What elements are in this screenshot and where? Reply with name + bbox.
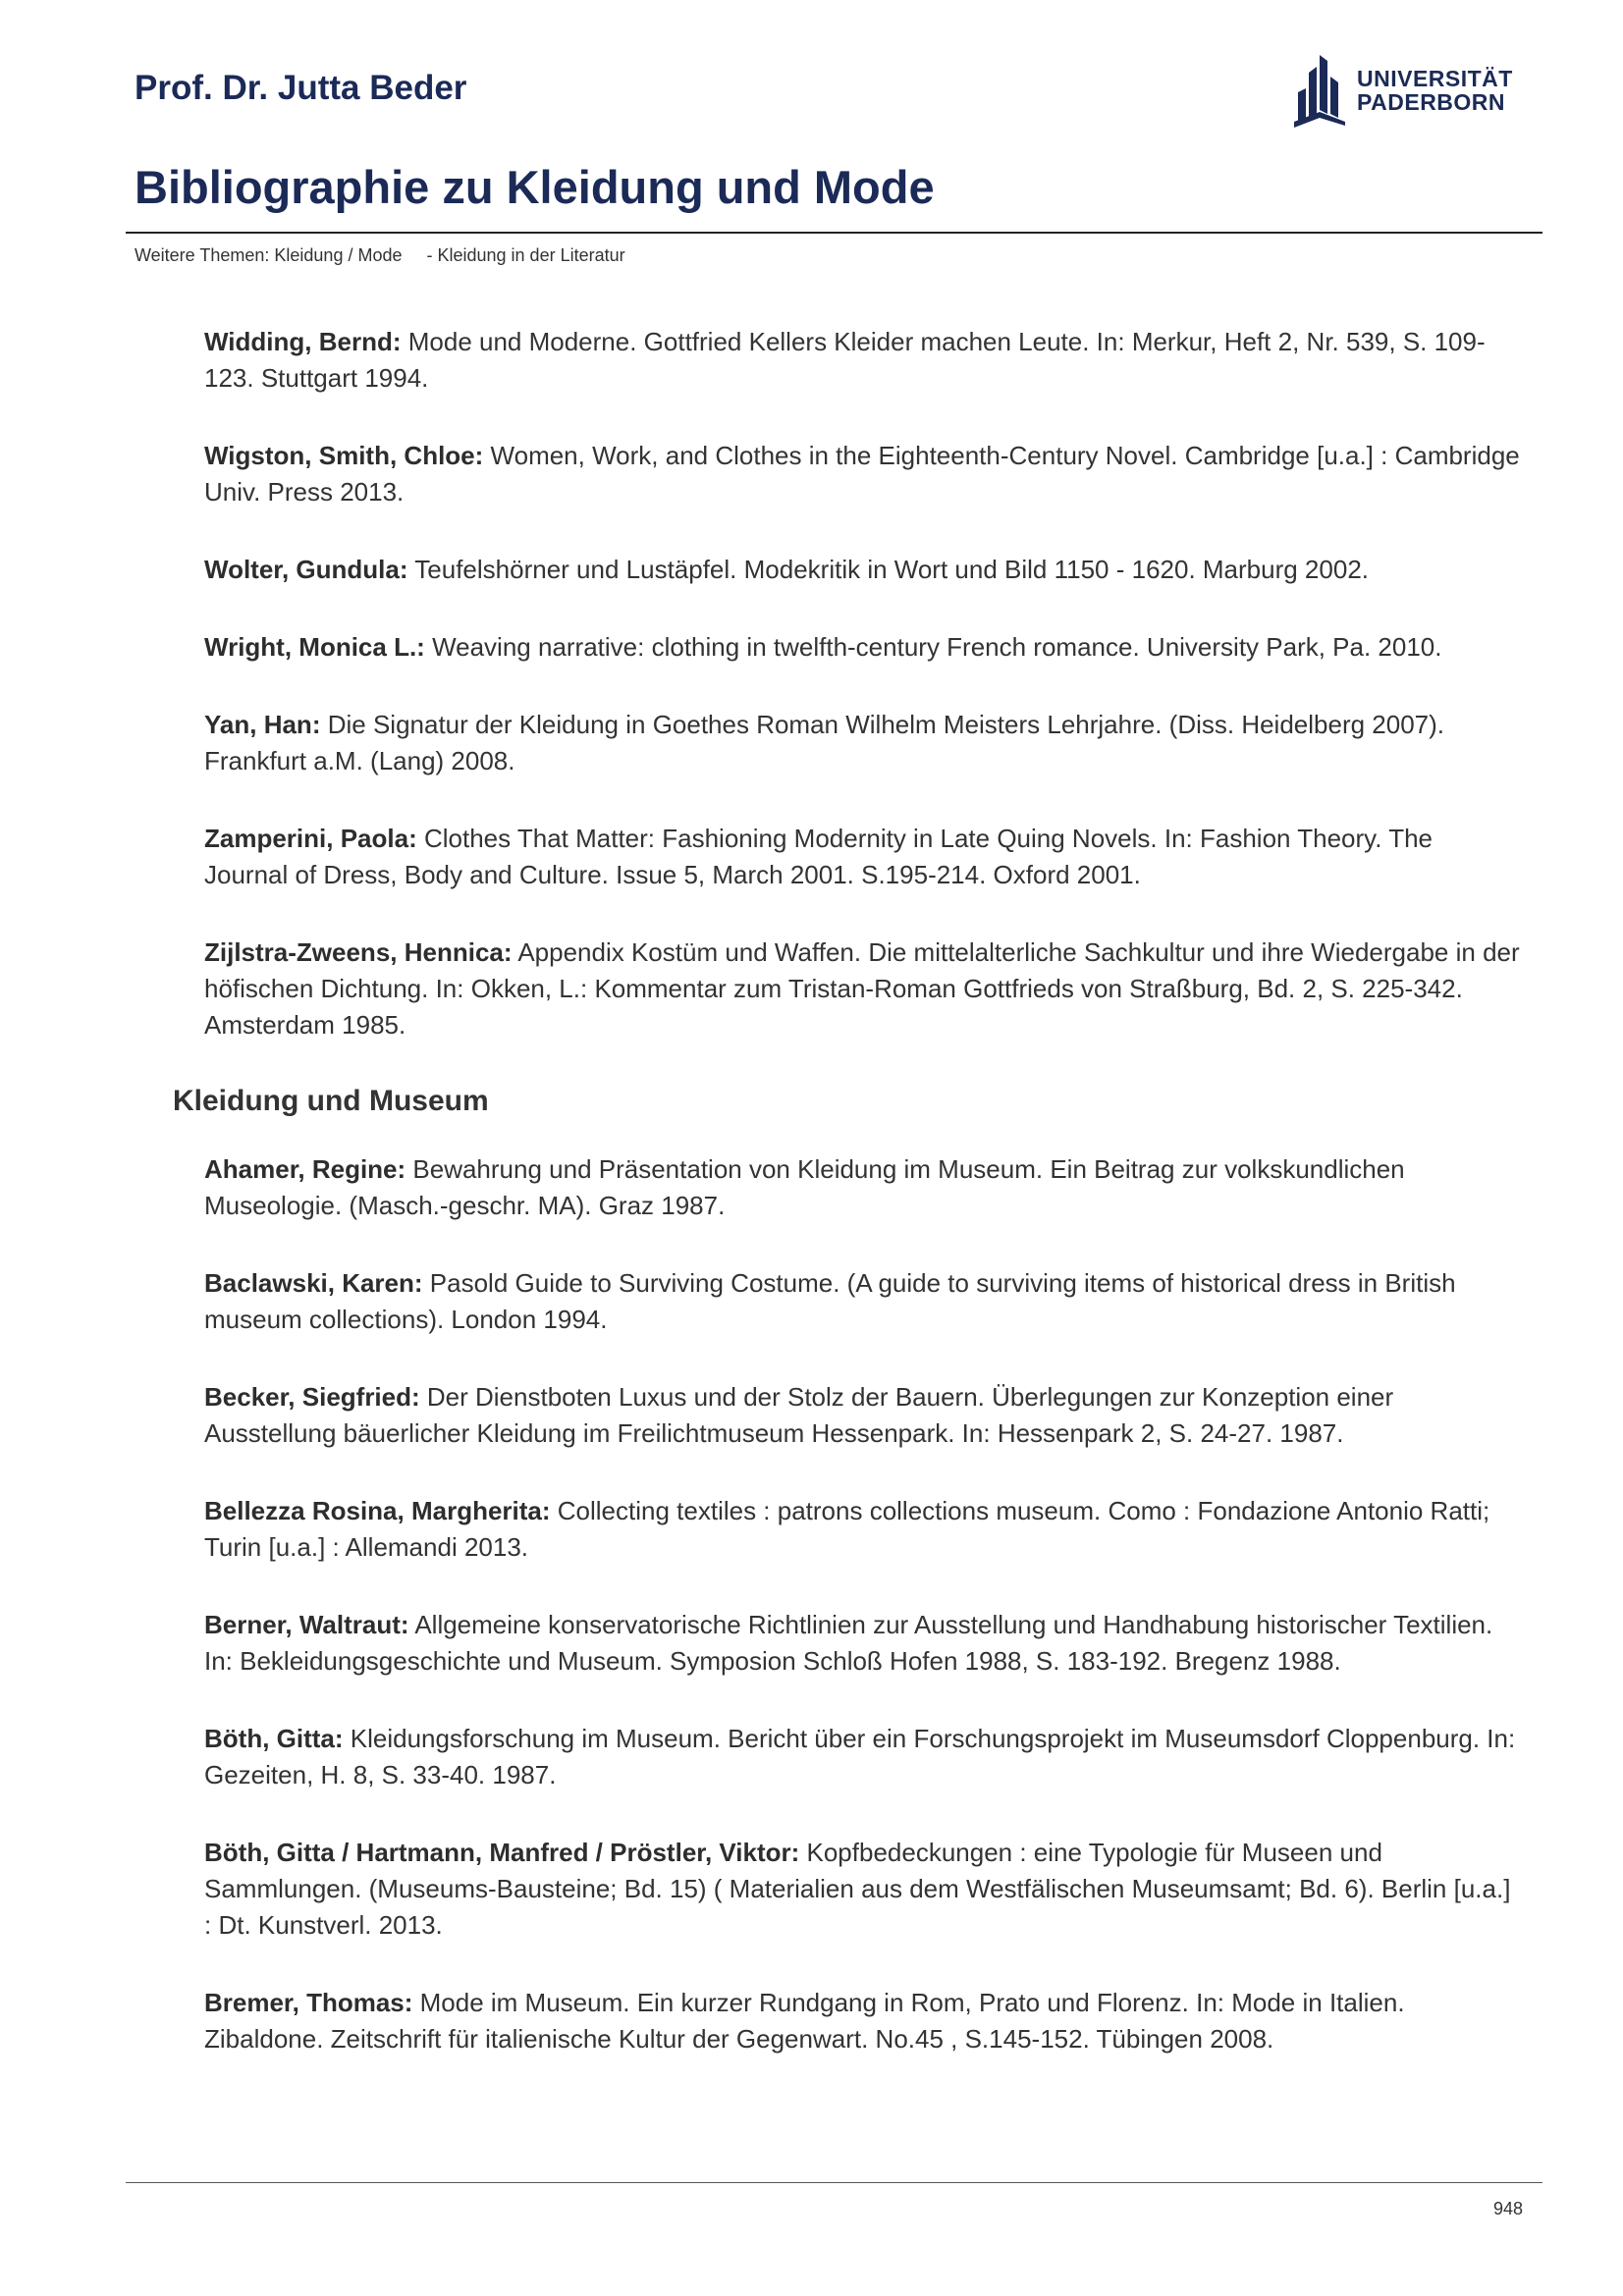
footer-divider	[126, 2182, 1542, 2183]
topic-navigation: Weitere Themen: Kleidung / Mode - Kleidung in der Literatur	[135, 245, 625, 265]
entry-author: Zamperini, Paola:	[204, 824, 417, 853]
bibliography-entry	[204, 1493, 1520, 1566]
page-title: Bibliographie zu Kleidung und Mode	[135, 161, 935, 213]
entry-author: Zijlstra-Zweens, Hennica:	[204, 937, 513, 967]
section-heading-museum: Kleidung und Museum	[173, 1085, 489, 1117]
entry-author: Becker, Siegfried:	[204, 1382, 420, 1412]
entry-citation: Appendix Kostüm und Waffen. Die mittelalterliche Sachkultur und ihre Wiedergabe in der höfischen Dichtung. In: Okken, L.: Kommentar zum Tristan-Roman Gottfrieds von Straßburg, Bd. 2, S. 225-342. Amsterdam 1985.	[204, 937, 1520, 1040]
entry-citation: Teufelshörner und Lustäpfel. Modekritik in Wort und Bild 1150 - 1620. Marburg 2002.	[407, 555, 1369, 584]
bibliography-entry	[204, 1151, 1520, 1224]
logo-text-line1: UNIVERSITÄT	[1357, 66, 1513, 91]
bibliography-entry	[204, 438, 1520, 510]
bibliography-entry	[204, 1265, 1520, 1338]
bibliography-entry	[204, 1721, 1520, 1793]
author-name: Prof. Dr. Jutta Beder	[135, 69, 467, 107]
bibliography-entry	[204, 934, 1520, 1043]
entry-citation: Pasold Guide to Surviving Costume. (A guide to surviving items of historical dress in British museum collections). London 1994.	[204, 1268, 1456, 1334]
museum-section	[0, 1151, 1623, 2057]
bibliography-entry	[204, 707, 1520, 779]
page-number: 948	[1493, 2199, 1524, 2218]
entry-author: Böth, Gitta:	[204, 1724, 344, 1753]
bibliography-entry	[204, 629, 1520, 666]
university-emblem-icon	[1292, 53, 1347, 128]
bibliography-entry	[204, 1379, 1520, 1452]
entry-author: Baclawski, Karen:	[204, 1268, 423, 1298]
entry-author: Wigston, Smith, Chloe:	[204, 441, 484, 470]
entry-citation: Bewahrung und Präsentation von Kleidung im Museum. Ein Beitrag zur volkskundlichen Museologie. (Masch.-geschr. MA). Graz 1987.	[204, 1154, 1405, 1220]
header-divider	[126, 232, 1542, 234]
bibliography-entry	[204, 1985, 1520, 2057]
entry-citation: Collecting textiles : patrons collections museum. Como : Fondazione Antonio Ratti; Turin [u.a.] : Allemandi 2013.	[204, 1496, 1490, 1562]
bibliography-entry	[204, 324, 1520, 397]
entry-citation: Women, Work, and Clothes in the Eighteenth-Century Novel. Cambridge [u.a.] : Cambridge Univ. Press 2013.	[204, 441, 1520, 507]
entry-citation: Kopfbedeckungen : eine Typologie für Museen und Sammlungen. (Museums-Bausteine; Bd. 15) ( Materialien aus dem Westfälischen Museumsamt; Bd. 6). Berlin [u.a.] : Dt. Kunstverl. 2013.	[204, 1838, 1511, 1940]
entry-citation: Allgemeine konservatorische Richtlinien zur Ausstellung und Handhabung historischer Textilien. In: Bekleidungsgeschichte und Museum. Symposion Schloß Hofen 1988, S. 183-192. Bregenz 1988.	[204, 1610, 1493, 1676]
entry-author: Berner, Waltraut:	[204, 1610, 409, 1639]
entry-author: Widding, Bernd:	[204, 327, 402, 356]
bibliography-entry	[204, 1835, 1520, 1944]
entry-author: Böth, Gitta / Hartmann, Manfred / Pröstler, Viktor:	[204, 1838, 800, 1867]
logo-text-line2: PADERBORN	[1357, 89, 1506, 115]
university-logo	[1292, 53, 1513, 128]
entry-citation: Die Signatur der Kleidung in Goethes Roman Wilhelm Meisters Lehrjahre. (Diss. Heidelberg 2007). Frankfurt a.M. (Lang) 2008.	[204, 710, 1445, 775]
entry-author: Yan, Han:	[204, 710, 321, 739]
entry-author: Ahamer, Regine:	[204, 1154, 406, 1184]
entry-citation: Weaving narrative: clothing in twelfth-century French romance. University Park, Pa. 2010.	[424, 632, 1442, 662]
entry-citation: Mode und Moderne. Gottfried Kellers Kleider machen Leute. In: Merkur, Heft 2, Nr. 539, S. 109-123. Stuttgart 1994.	[204, 327, 1486, 393]
literature-section	[0, 324, 1623, 1043]
bibliography-entry	[204, 821, 1520, 893]
entry-author: Bremer, Thomas:	[204, 1988, 413, 2017]
entry-citation: Der Dienstboten Luxus und der Stolz der Bauern. Überlegungen zur Konzeption einer Ausstellung bäuerlicher Kleidung im Freilichtmuseum Hessenpark. In: Hessenpark 2, S. 24-27. 1987.	[204, 1382, 1394, 1448]
entry-author: Wolter, Gundula:	[204, 555, 408, 584]
entry-citation: Kleidungsforschung im Museum. Bericht über ein Forschungsprojekt im Museumsdorf Cloppenburg. In: Gezeiten, H. 8, S. 33-40. 1987.	[204, 1724, 1516, 1789]
entry-author: Wright, Monica L.:	[204, 632, 425, 662]
bibliography-entry	[204, 1607, 1520, 1680]
entry-author: Bellezza Rosina, Margherita:	[204, 1496, 551, 1525]
entry-citation: Clothes That Matter: Fashioning Modernity in Late Quing Novels. In: Fashion Theory. The Journal of Dress, Body and Culture. Issue 5, March 2001. S.195-214. Oxford 2001.	[204, 824, 1434, 889]
bibliography-entry	[204, 552, 1520, 588]
entry-citation: Mode im Museum. Ein kurzer Rundgang in Rom, Prato und Florenz. In: Mode in Italien. Zibaldone. Zeitschrift für italienische Kultur der Gegenwart. No.45 , S.145-152. Tübingen 2008.	[204, 1988, 1405, 2054]
bibliography-content	[0, 324, 1623, 2099]
